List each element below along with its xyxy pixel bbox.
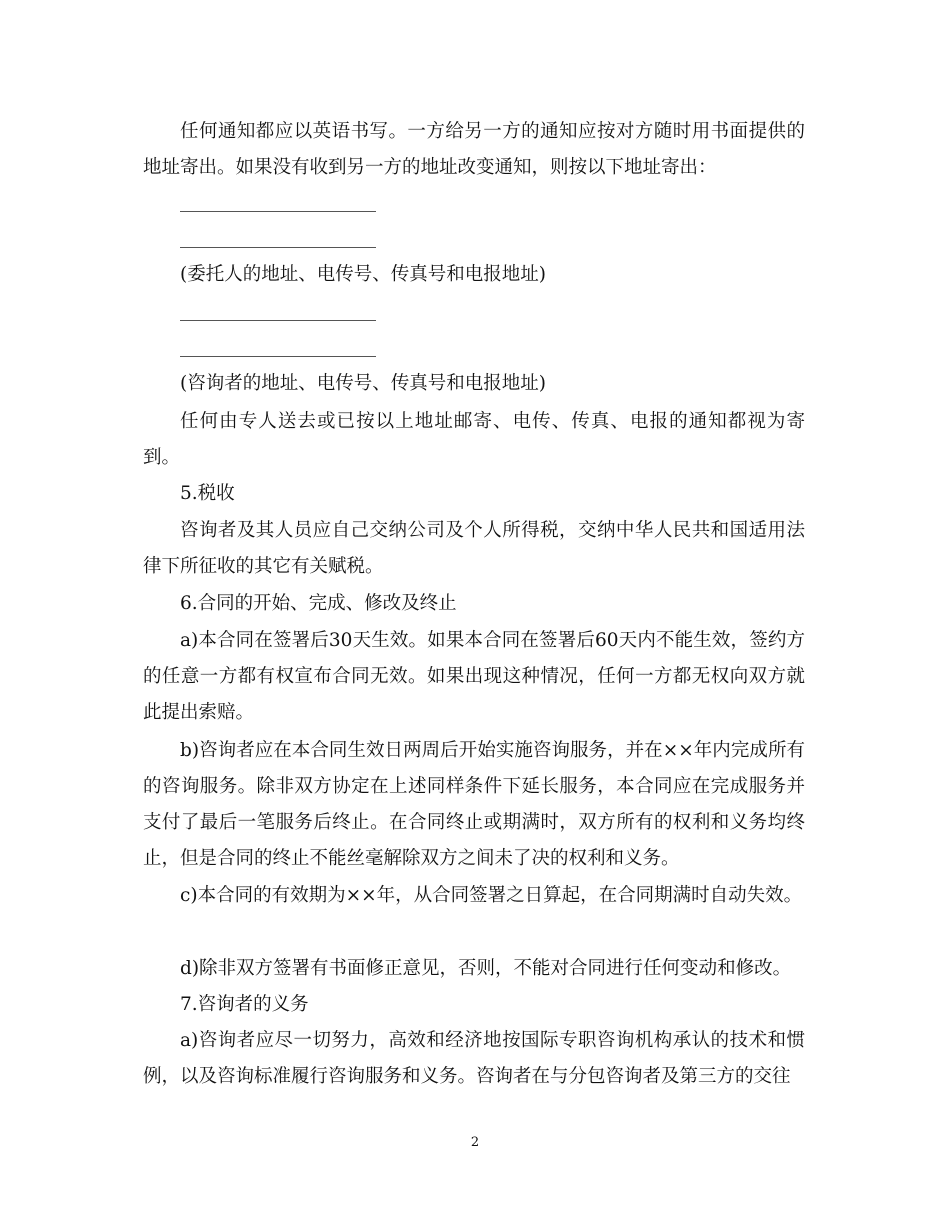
clause-c-validity: c)本合同的有效期为××年，从合同签署之日算起，在合同期满时自动失效。 bbox=[180, 885, 803, 906]
page-number: 2 bbox=[470, 1135, 480, 1150]
clause-d-amendment: d)除非双方签署有书面修正意见，否则，不能对合同进行任何变动和修改。 bbox=[180, 958, 792, 979]
blank-line-2 bbox=[180, 247, 376, 248]
client-address-caption: (委托人的地址、电传号、传真号和电报地址) bbox=[180, 264, 546, 285]
section-heading-consultant-duties: 7.咨询者的义务 bbox=[180, 994, 309, 1015]
section-heading-contract-term: 6.合同的开始、完成、修改及终止 bbox=[180, 593, 457, 614]
consultant-address-caption: (咨询者的地址、电传号、传真号和电报地址) bbox=[180, 373, 546, 394]
paragraph-notice-language: 任何通知都应以英语书写。一方给另一方的通知应按对方随时用书面提供的地址寄出。如果没有收到另一方的地址改变通知，则按以下地址寄出： bbox=[143, 121, 805, 178]
paragraph-notice-delivery: 任何由专人送去或已按以上地址邮寄、电传、传真、电报的通知都视为寄到。 bbox=[143, 411, 805, 468]
section-heading-taxes: 5.税收 bbox=[180, 483, 235, 504]
clause-b-services: b)咨询者应在本合同生效日两周后开始实施咨询服务，并在××年内完成所有的咨询服务。除非双方协定在上述同样条件下延长服务，本合同应在完成服务并支付了最后一笔服务后终止。在合同终止或期满时，双方所有的权利和义务均终止，但是合同的终止不能丝毫解除双方之间未了决的权利和义务。 bbox=[143, 740, 805, 869]
clause-a-consultant-effort: a)咨询者应尽一切努力，高效和经济地按国际专职咨询机构承认的技术和惯例，以及咨询标准履行咨询服务和义务。咨询者在与分包咨询者及第三方的交往 bbox=[143, 1030, 805, 1087]
blank-line-4 bbox=[180, 356, 376, 357]
paragraph-taxes: 咨询者及其人员应自己交纳公司及个人所得税，交纳中华人民共和国适用法律下所征收的其它有关赋税。 bbox=[143, 520, 805, 577]
blank-line-1 bbox=[180, 211, 376, 212]
blank-line-3 bbox=[180, 320, 376, 321]
clause-a-effective: a)本合同在签署后30天生效。如果本合同在签署后60天内不能生效，签约方的任意一方都有权宣布合同无效。如果出现这种情况，任何一方都无权向双方就此提出索赔。 bbox=[143, 630, 805, 723]
